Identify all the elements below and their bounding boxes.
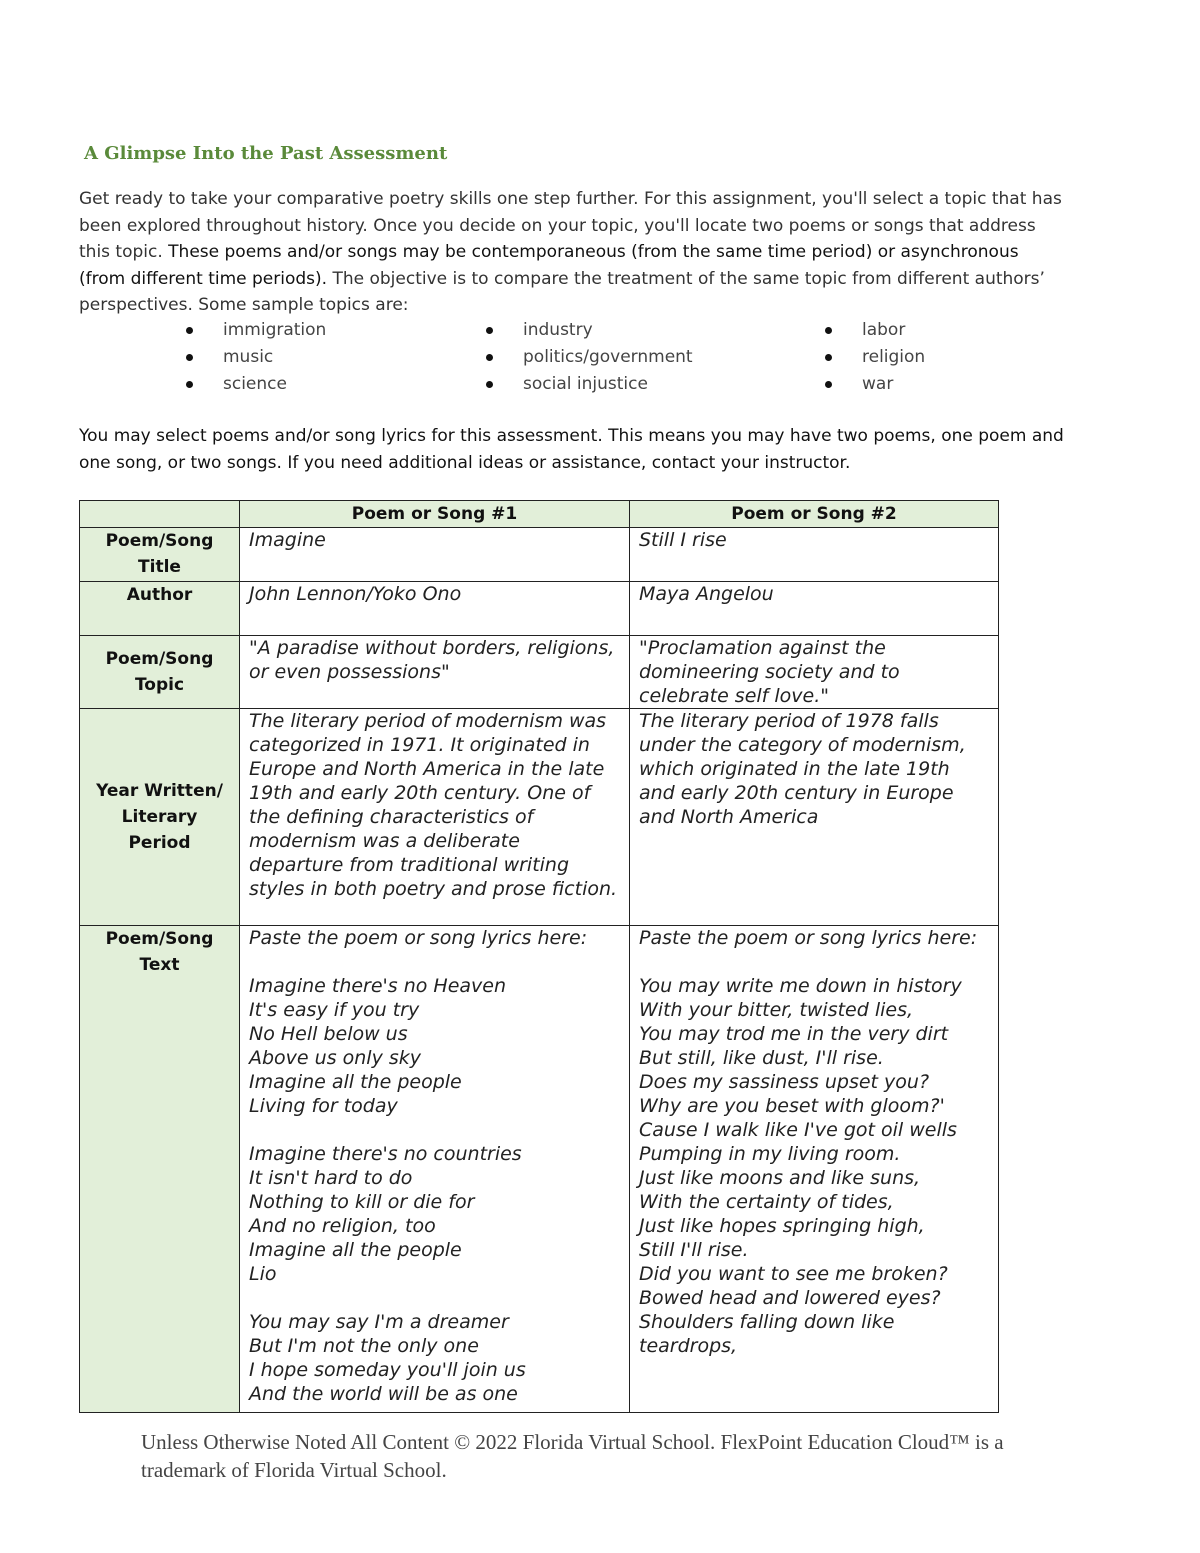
topic-item: science xyxy=(180,371,326,398)
period-song-2: The literary period of 1978 falls under the category of modernism, which originated in the late 19th and early 20th century in Europe and North America xyxy=(630,709,999,926)
topic-item: war xyxy=(819,371,925,398)
lyrics-song-1: Paste the poem or song lyrics here: Imagine there's no Heaven It's easy if you try No Hell below us Above us only sky Imagine all the people Living for today Imagine there's no countries It isn't hard to do Nothing to kill or die for And no religion, too Imagine all the people Lio You may say I'm a dreamer But I'm not the only one I hope someday you'll join us And the world will be as one xyxy=(240,926,630,1413)
table-row-author xyxy=(80,582,999,636)
table-header-song-2: Poem or Song #2 xyxy=(630,501,999,528)
table-header-song-1: Poem or Song #1 xyxy=(240,501,630,528)
page-title: A Glimpse Into the Past Assessment xyxy=(84,143,448,164)
table-row-title xyxy=(80,528,999,582)
topics-column-3 xyxy=(819,317,925,398)
period-song-1: The literary period of modernism was categorized in 1971. It originated in Europe and North America in the late 19th and early 20th century. One of the defining characteristics of modernism was a deliberate departure from traditional writing styles in both poetry and prose fiction. xyxy=(240,709,630,926)
row-label: Poem/Song Text xyxy=(80,926,240,1413)
topic-song-2: "Proclamation against the domineering society and to celebrate self love." xyxy=(630,636,999,709)
author-song-2: Maya Angelou xyxy=(630,582,999,636)
topic-item: politics/government xyxy=(480,344,693,371)
title-song-1: Imagine xyxy=(240,528,630,582)
intro-text-1: Get ready to take your comparative poetry skills one step further. For this assignment, you'll select a topic that has been explored throughout history. Once you decide on your topic, you'll locate two poems or songs that address this topic. xyxy=(79,189,1062,262)
title-song-2: Still I rise xyxy=(630,528,999,582)
topic-song-1: "A paradise without borders, religions, or even possessions" xyxy=(240,636,630,709)
author-song-1: John Lennon/Yoko Ono xyxy=(240,582,630,636)
lyrics-song-2: Paste the poem or song lyrics here: You may write me down in history With your bitter, twisted lies, You may trod me in the very dirt But still, like dust, I'll rise. Does my sassiness upset you? Why are you beset with gloom?' Cause I walk like I've got oil wells Pumping in my living room. Just like moons and like suns, With the certainty of tides, Just like hopes springing high, Still I'll rise. Did you want to see me broken? Bowed head and lowered eyes? Shoulders falling down like teardrops, xyxy=(630,926,999,1413)
comparison-table xyxy=(79,500,999,1413)
table-row-text xyxy=(80,926,999,1413)
topic-item: music xyxy=(180,344,326,371)
intro-text-3: The objective is to compare the treatment of the same topic from different authors’ perspectives. Some sample topics are: xyxy=(79,268,1045,315)
topic-item: labor xyxy=(819,317,925,344)
topic-item: religion xyxy=(819,344,925,371)
table-header-row xyxy=(80,501,999,528)
topic-item: social injustice xyxy=(480,371,693,398)
table-header-blank xyxy=(80,501,240,528)
intro-text-2: These poems and/or songs may be contemporaneous (from the same time period) or asynchronous (from different time periods). xyxy=(79,242,1019,289)
topics-column-1 xyxy=(180,317,326,398)
copyright-footer: Unless Otherwise Noted All Content © 2022 Florida Virtual School. FlexPoint Education Cloud™ is a trademark of Florida Virtual School. xyxy=(141,1430,1004,1482)
topics-column-2 xyxy=(480,317,693,398)
row-label: Poem/Song Topic xyxy=(80,636,240,709)
table-row-period xyxy=(80,709,999,926)
row-label: Poem/Song Title xyxy=(80,528,240,582)
row-label: Year Written/ Literary Period xyxy=(80,709,240,926)
instructions-note: You may select poems and/or song lyrics for this assessment. This means you may have two poems, one poem and one song, or two songs. If you need additional ideas or assistance, contact your instructor. xyxy=(79,426,1064,473)
row-label: Author xyxy=(80,582,240,636)
intro-paragraph xyxy=(79,186,1069,319)
table-row-topic xyxy=(80,636,999,709)
topic-item: immigration xyxy=(180,317,326,344)
topic-item: industry xyxy=(480,317,693,344)
